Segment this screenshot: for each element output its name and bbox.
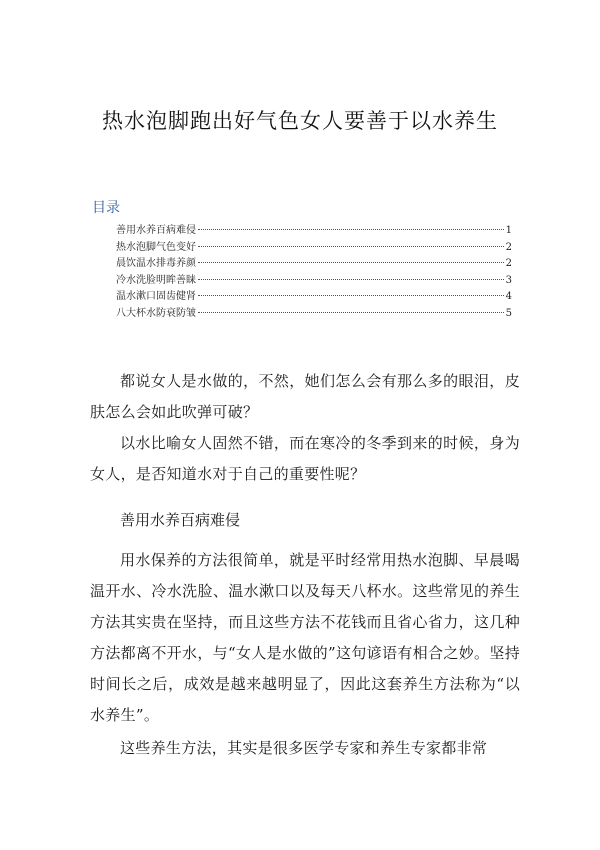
toc-entry-label: 温水漱口固齿健肾 (116, 291, 196, 303)
toc-entry-page: 2 (505, 241, 512, 253)
toc-entry-label: 八大杯水防衰防皱 (116, 307, 196, 319)
document-title: 热水泡脚跑出好气色女人要善于以水养生 (102, 109, 498, 133)
section-paragraph: 这些养生方法，其实是很多医学专家和养生专家都非常 (120, 739, 488, 757)
toc-entry-label: 晨饮温水排毒养颜 (116, 258, 196, 270)
toc-entry-page: 4 (505, 291, 512, 303)
toc-dot-leader (198, 312, 504, 313)
toc-entry-page: 3 (505, 274, 512, 286)
toc-entry-page: 1 (505, 225, 512, 236)
toc-entry[interactable] (116, 306, 512, 323)
toc-entry[interactable] (116, 240, 512, 257)
toc-entry[interactable] (116, 256, 512, 273)
toc-entry-label: 冷水洗脸明眸善睐 (116, 274, 196, 286)
toc-entry[interactable] (116, 289, 512, 306)
toc-entry[interactable] (116, 273, 512, 290)
intro-paragraph: 以水比喻女人固然不错，而在寒冷的冬季到来的时候，身为女人，是否知道水对于自己的重要性呢？ (90, 434, 520, 483)
toc-dot-leader (198, 295, 504, 296)
toc-dot-leader (198, 246, 504, 247)
toc-dot-leader (198, 229, 504, 230)
toc-dot-leader (198, 279, 504, 280)
toc-entry-page: 2 (505, 258, 512, 270)
section-heading: 善用水养百病难侵 (120, 511, 241, 529)
toc-dot-leader (198, 262, 504, 263)
table-of-contents (116, 223, 512, 323)
toc-heading: 目录 (92, 200, 120, 216)
toc-entry-page: 5 (505, 307, 512, 319)
toc-entry-label: 热水泡脚气色变好 (116, 241, 196, 253)
section-paragraph: 用水保养的方法很简单，就是平时经常用热水泡脚、早晨喝温开水、冷水洗脸、温水漱口以及每天八杯水。这些常见的养生方法其实贵在坚持，而且这些方法不花钱而且省心省力，这几种方法都离不开水，与“女人是水做的”这句谚语有相合之妙。坚持时间长之后，成效是越来越明显了，因此这套养生方法称为“以水养生”。 (90, 551, 520, 724)
toc-entry-label: 善用水养百病难侵 (116, 225, 196, 236)
intro-paragraph: 都说女人是水做的，不然，她们怎么会有那么多的眼泪，皮肤怎么会如此吹弹可破？ (90, 372, 520, 421)
toc-entry[interactable] (116, 223, 512, 240)
